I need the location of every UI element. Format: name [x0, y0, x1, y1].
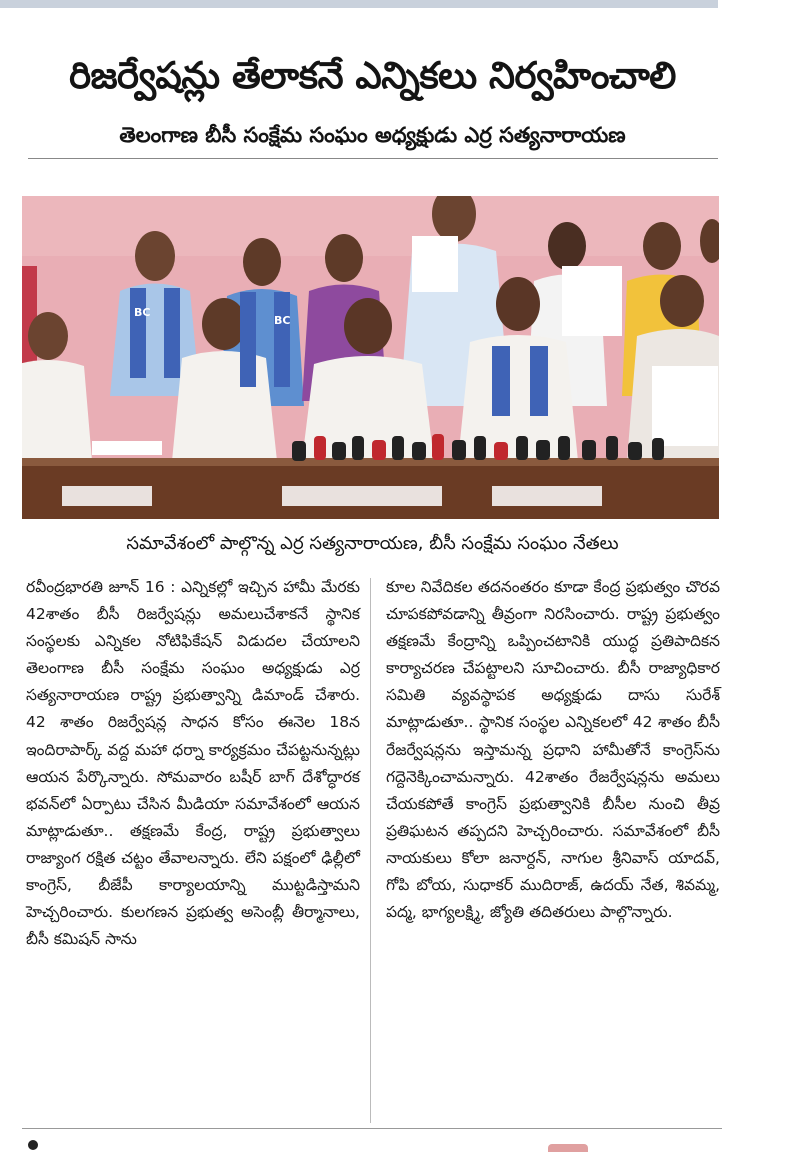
column-divider [370, 578, 371, 1123]
bottom-rule [22, 1128, 722, 1129]
papers [92, 441, 162, 455]
press-meet-photo [22, 196, 719, 519]
article-subheadline: తెలంగాణ బీసీ సంక్షేమ సంఘం అధ్యక్షుడు ఎర్ర సత్యనారాయణ [119, 123, 626, 147]
next-article-edge [548, 1144, 588, 1152]
svg-text:BC: BC [274, 314, 291, 327]
press-meet-photo-illustration [22, 196, 719, 519]
article-headline: రిజర్వేషన్లు తేలాకనే ఎన్నికలు నిర్వహించాలి [69, 54, 676, 97]
top-edge-bar [0, 0, 718, 8]
photo-caption: సమావేశంలో పాల్గొన్న ఎర్ర సత్యనారాయణ, బీసీ సంక్షేమ సంఘం నేతలు [126, 533, 619, 554]
svg-text:BC: BC [134, 306, 151, 319]
page-corner-mark [28, 1140, 38, 1150]
subheadline-rule [28, 158, 718, 159]
body-column-left: రవీంద్రభారతి జూన్ 16 : ఎన్నికల్లో ఇచ్చిన హామీ మేరకు 42శాతం బీసీ రిజర్వేషన్లు అమలుచేశాకనే స్థానిక సంస్థలకు ఎన్నికల నోటిఫికేషన్ విడుదల చేయాలని తెలంగాణ బీసీ సంక్షేమ సంఘం అధ్యక్షుడు ఎర్ర సత్యనారాయణ రాష్ట్ర ప్రభుత్వాన్ని డిమాండ్ చేశారు. 42 శాతం రిజర్వేషన్ల సాధన కోసం ఈనెల 18న ఇందిరాపార్క్ వద్ద మహా ధర్నా కార్యక్రమం చేపట్టనున్నట్లు ఆయన పేర్కొన్నారు. సోమవారం బషీర్ బాగ్ దేశోద్ధారక భవన్‌లో ఏర్పాటు చేసిన మీడియా సమావేశంలో ఆయన మాట్లాడుతూ.. తక్షణమే కేంద్ర, రాష్ట్ర ప్రభుత్వాలు రాజ్యాంగ రక్షిత చట్టం తేవాలన్నారు. లేని పక్షంలో ఢిల్లీలో కాంగ్రెస్, బీజేపీ కార్యాలయాన్ని ముట్టడిస్తామని హెచ్చరించారు. కులగణన ప్రభుత్వ అసెంబ్లీ తీర్మానాలు, బీసీ కమిషన్ సాను [26, 578, 360, 949]
body-column-right: కూల నివేదికల తదనంతరం కూడా కేంద్ర ప్రభుత్వం చొరవ చూపకపోవడాన్ని తీవ్రంగా నిరసించారు. రాష్ట్ర ప్రభుత్వం తక్షణమే కేంద్రాన్ని ఒప్పించటానికి యుద్ధ ప్రతిపాదికన కార్యాచరణ చేపట్టాలని సూచించారు. బీసీ రాజ్యాధికార సమితి వ్యవస్థాపక అధ్యక్షుడు దాసు సురేశ్ మాట్లాడుతూ.. స్థానిక సంస్థల ఎన్నికలలో 42 శాతం బీసీ రేజర్వేషన్లను ఇస్తామన్న ప్రధాని హామీతోనే కాంగ్రెస్‌ను గద్దెనెక్కించామన్నారు. 42శాతం రేజర్వేషన్లను అమలు చేయకపోతే కాంగ్రెస్ ప్రభుత్వానికి బీసీల నుంచి తీవ్ర ప్రతిఘటన తప్పదని హెచ్చరించారు. సమావేశంలో బీసీ నాయకులు కోలా జనార్దన్, నాగుల శ్రీనివాస్ యాదవ్, గోపి బోయ, సుధాకర్ ముదిరాజ్, ఉదయ్ నేత, శివమ్మ, పద్మ, భాగ్యలక్ష్మి, జ్యోతి తదితరులు పాల్గొన్నారు. [386, 578, 720, 922]
